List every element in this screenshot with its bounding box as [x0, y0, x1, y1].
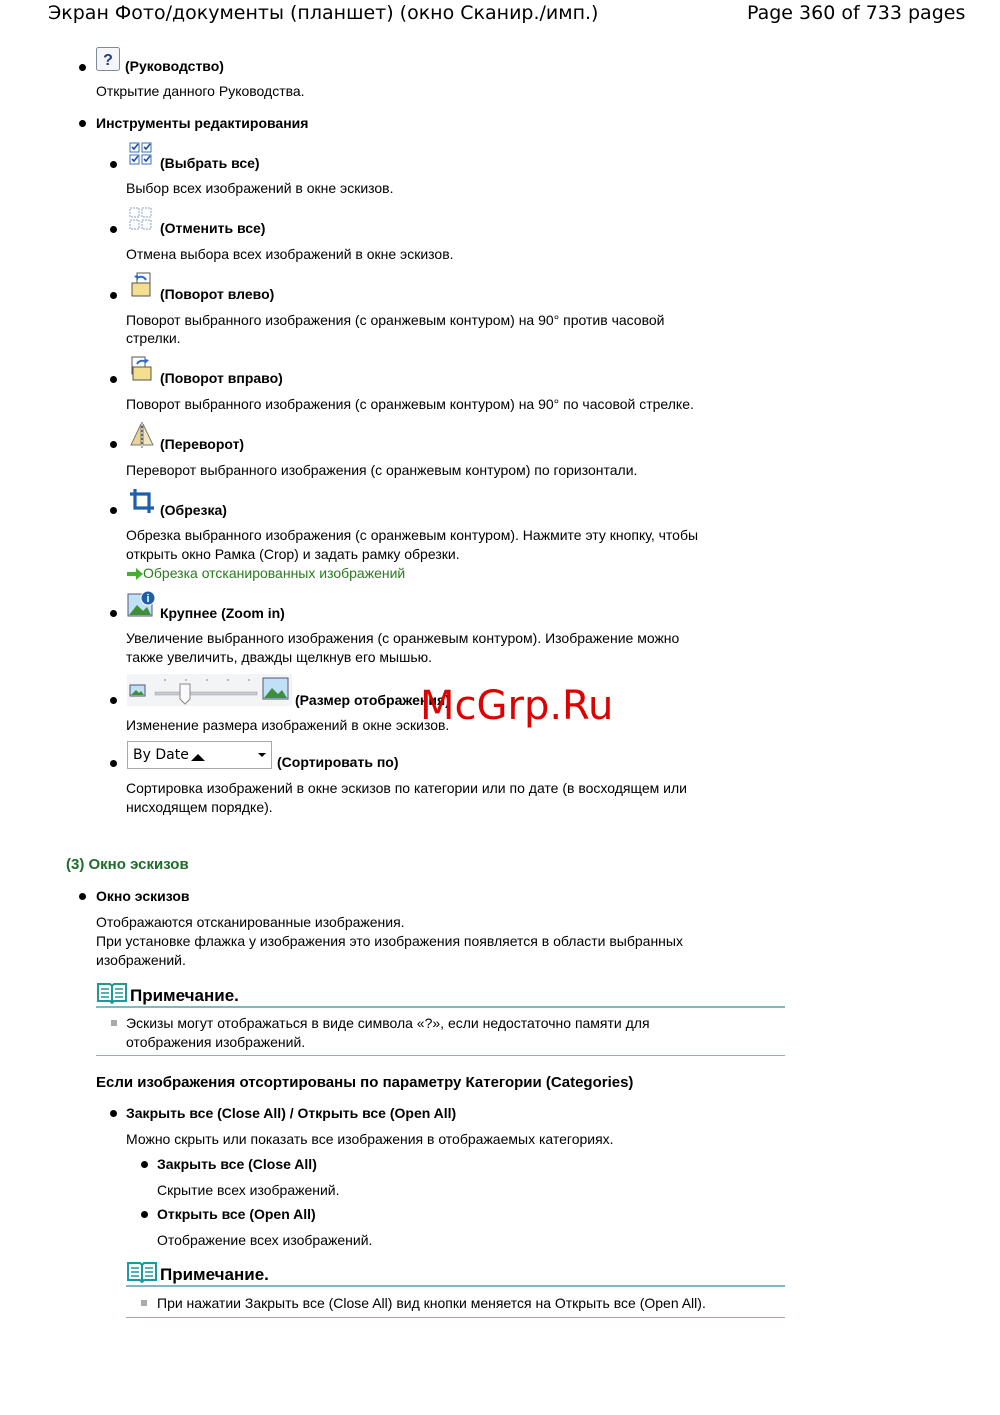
tool-desc: Поворот выбранного изображения (с оранжевым контуром) на 90° против часовой: [126, 312, 665, 328]
bullet: [110, 610, 117, 617]
tool-desc: Сортировка изображений в окне эскизов по категории или по дате (в восходящем или: [126, 780, 687, 796]
tool-desc: также увеличить, дважды щелкнув его мышью.: [126, 649, 433, 665]
small-image-icon: [130, 685, 145, 696]
bullet: [110, 1110, 117, 1117]
tool-desc: стрелки.: [126, 330, 181, 346]
note-title: Примечание.: [130, 986, 239, 1005]
tool-label: (Поворот вправо): [160, 370, 283, 386]
bullet: [79, 64, 86, 71]
mirror-icon[interactable]: [128, 421, 156, 449]
section-desc: изображений.: [96, 952, 186, 968]
tool-label: (Переворот): [160, 436, 245, 452]
tool-label: (Обрезка): [160, 502, 227, 518]
crop-link[interactable]: Обрезка отсканированных изображений: [143, 565, 406, 581]
note-bullet: [141, 1300, 147, 1306]
bullet: [110, 161, 117, 168]
tool-label: (Поворот влево): [160, 286, 275, 302]
note-text: При нажатии Закрыть все (Close All) вид кнопки меняется на Открыть все (Open All).: [157, 1295, 706, 1311]
crop-icon[interactable]: [128, 487, 156, 515]
tool-desc: нисходящем порядке).: [126, 799, 273, 815]
page-counter: Page 360 of 733 pages: [747, 2, 966, 24]
sort-value: By Date: [133, 747, 189, 763]
chevron-down-icon: [258, 753, 266, 757]
document-title: Экран Фото/документы (планшет) (окно Сканир./имп.): [48, 2, 599, 24]
tool-desc: Обрезка выбранного изображения (с оранжевым контуром). Нажмите эту кнопку, чтобы: [126, 527, 699, 543]
sort-dropdown[interactable]: [127, 741, 272, 769]
clear-all-icon[interactable]: [128, 206, 154, 232]
zoom-in-icon[interactable]: [127, 589, 157, 619]
note-title: Примечание.: [160, 1265, 269, 1284]
bullet: [141, 1211, 148, 1218]
note-divider: [126, 1317, 785, 1318]
sub-desc: Скрытие всех изображений.: [157, 1182, 340, 1198]
sort-ascending-icon: [191, 754, 205, 761]
large-image-icon: [263, 678, 288, 699]
book-icon: [127, 1261, 157, 1283]
bullet: [110, 441, 117, 448]
section-desc: Отображаются отсканированные изображения.: [96, 914, 405, 930]
svg-text:i: i: [146, 593, 150, 605]
guide-label: (Руководство): [125, 58, 224, 74]
bullet: [110, 292, 117, 299]
tool-desc: Поворот выбранного изображения (с оранжевым контуром) на 90° по часовой стрелке.: [126, 396, 694, 412]
bullet: [79, 893, 86, 900]
watermark: McGrp.Ru: [420, 683, 614, 729]
arrow-right-icon: [127, 567, 143, 579]
tool-desc: Отмена выбора всех изображений в окне эскизов.: [126, 246, 454, 262]
bullet: [110, 376, 117, 383]
rotate-left-icon[interactable]: [128, 271, 156, 299]
subsection-heading: Если изображения отсортированы по параметру Категории (Categories): [96, 1074, 634, 1091]
section-heading: (3) Окно эскизов: [66, 856, 189, 873]
help-icon[interactable]: [96, 47, 120, 71]
tool-label: (Размер отображения): [295, 692, 450, 708]
sub-label: Открыть все (Open All): [157, 1206, 316, 1222]
tool-label: Крупнее (Zoom in): [160, 605, 285, 621]
bullet: [110, 507, 117, 514]
note-text: Эскизы могут отображаться в виде символа «?», если недостаточно памяти для: [126, 1015, 650, 1031]
tool-label: (Сортировать по): [277, 754, 399, 770]
rotate-right-icon[interactable]: [128, 355, 156, 383]
note-divider: [96, 1006, 785, 1008]
bullet: [79, 120, 86, 127]
tool-desc: открыть окно Рамка (Crop) и задать рамку обрезки.: [126, 546, 460, 562]
bullet: [110, 697, 117, 704]
select-all-icon[interactable]: [128, 141, 154, 167]
sub-label: Закрыть все (Close All): [157, 1156, 317, 1172]
tool-label: (Отменить все): [160, 220, 266, 236]
section-bullet: Окно эскизов: [96, 888, 190, 904]
display-size-slider[interactable]: [127, 674, 292, 706]
note-text: отображения изображений.: [126, 1034, 306, 1050]
tools-heading: Инструменты редактирования: [96, 115, 309, 131]
tool-desc: Изменение размера изображений в окне эскизов.: [126, 717, 450, 733]
tool-desc: Выбор всех изображений в окне эскизов.: [126, 180, 394, 196]
note-bullet: [111, 1020, 117, 1026]
bullet: [110, 226, 117, 233]
section-desc: При установке флажка у изображения это изображения появляется в области выбранных: [96, 933, 683, 949]
sub-desc: Отображение всех изображений.: [157, 1232, 373, 1248]
bullet: [110, 760, 117, 767]
categories-desc: Можно скрыть или показать все изображения в отображаемых категориях.: [126, 1131, 614, 1147]
tool-desc: Переворот выбранного изображения (с оранжевым контуром) по горизонтали.: [126, 462, 638, 478]
bullet: [141, 1161, 148, 1168]
guide-desc: Открытие данного Руководства.: [96, 83, 305, 99]
categories-bullet: Закрыть все (Close All) / Открыть все (Open All): [126, 1105, 457, 1121]
svg-text:?: ?: [103, 52, 113, 69]
tool-desc: Увеличение выбранного изображения (с оранжевым контуром). Изображение можно: [126, 630, 680, 646]
book-icon: [97, 982, 127, 1004]
tool-label: (Выбрать все): [160, 155, 260, 171]
note-divider: [126, 1285, 785, 1287]
note-divider: [96, 1055, 785, 1056]
